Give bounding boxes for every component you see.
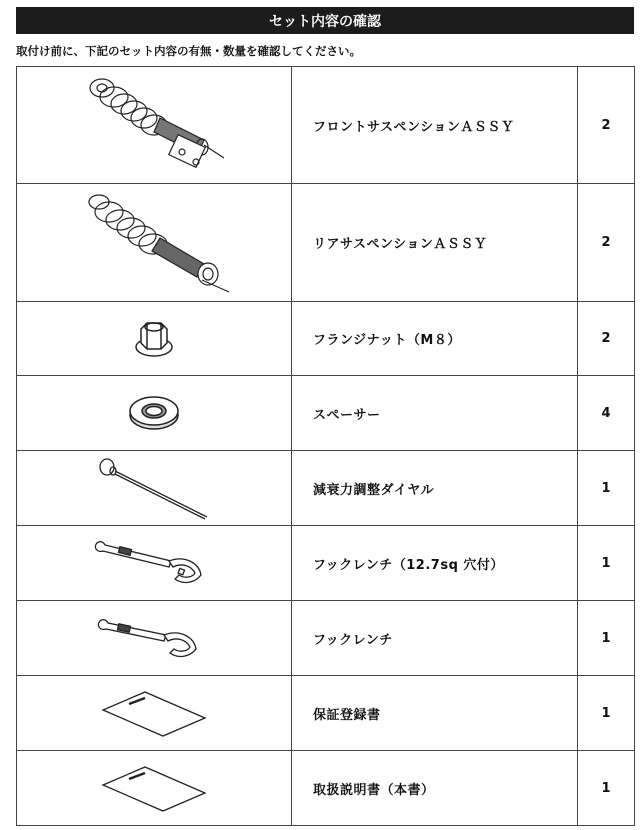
hook-wrench-icon (94, 613, 214, 663)
item-image-cell (17, 751, 292, 826)
item-name: フックレンチ（12.7sq 穴付） (292, 526, 578, 601)
front-suspension-icon (64, 70, 244, 180)
item-qty: 4 (578, 376, 635, 451)
warranty-card-icon (99, 688, 209, 738)
item-name: フランジナット（M８） (292, 302, 578, 376)
contents-table (16, 66, 635, 826)
rear-suspension-icon (64, 188, 244, 298)
table-row (17, 376, 635, 451)
manual-icon (99, 763, 209, 813)
item-image-cell (17, 676, 292, 751)
section-title-text: セット内容の確認 (269, 13, 381, 30)
hook-wrench-with-hole-icon (89, 533, 219, 593)
table-row (17, 302, 635, 376)
table-row (17, 676, 635, 751)
item-qty: 1 (578, 751, 635, 826)
item-name: フロントサスペンションＡＳＳＹ (292, 67, 578, 184)
instruction-text: 取付け前に、下記のセット内容の有無・数量を確認してください。 (16, 44, 361, 58)
item-image-cell (17, 451, 292, 526)
table-row (17, 526, 635, 601)
item-qty: 1 (578, 526, 635, 601)
table-row (17, 751, 635, 826)
item-image-cell (17, 601, 292, 676)
item-qty: 1 (578, 676, 635, 751)
item-name: スペーサー (292, 376, 578, 451)
item-qty: 1 (578, 601, 635, 676)
table-row (17, 184, 635, 302)
item-name: 取扱説明書（本書） (292, 751, 578, 826)
item-name: 保証登録書 (292, 676, 578, 751)
section-title (16, 7, 634, 34)
item-name: フックレンチ (292, 601, 578, 676)
item-image-cell (17, 526, 292, 601)
item-name: リアサスペンションＡＳＳＹ (292, 184, 578, 302)
item-qty: 1 (578, 451, 635, 526)
item-image-cell (17, 302, 292, 376)
item-qty: 2 (578, 302, 635, 376)
table-row (17, 601, 635, 676)
item-image-cell (17, 67, 292, 184)
item-qty: 2 (578, 184, 635, 302)
item-image-cell (17, 376, 292, 451)
item-name: 減衰力調整ダイヤル (292, 451, 578, 526)
flange-nut-icon (129, 317, 179, 361)
spacer-icon (124, 393, 184, 433)
item-qty: 2 (578, 67, 635, 184)
damping-dial-icon (89, 453, 219, 523)
item-image-cell (17, 184, 292, 302)
table-row (17, 67, 635, 184)
table-row (17, 451, 635, 526)
